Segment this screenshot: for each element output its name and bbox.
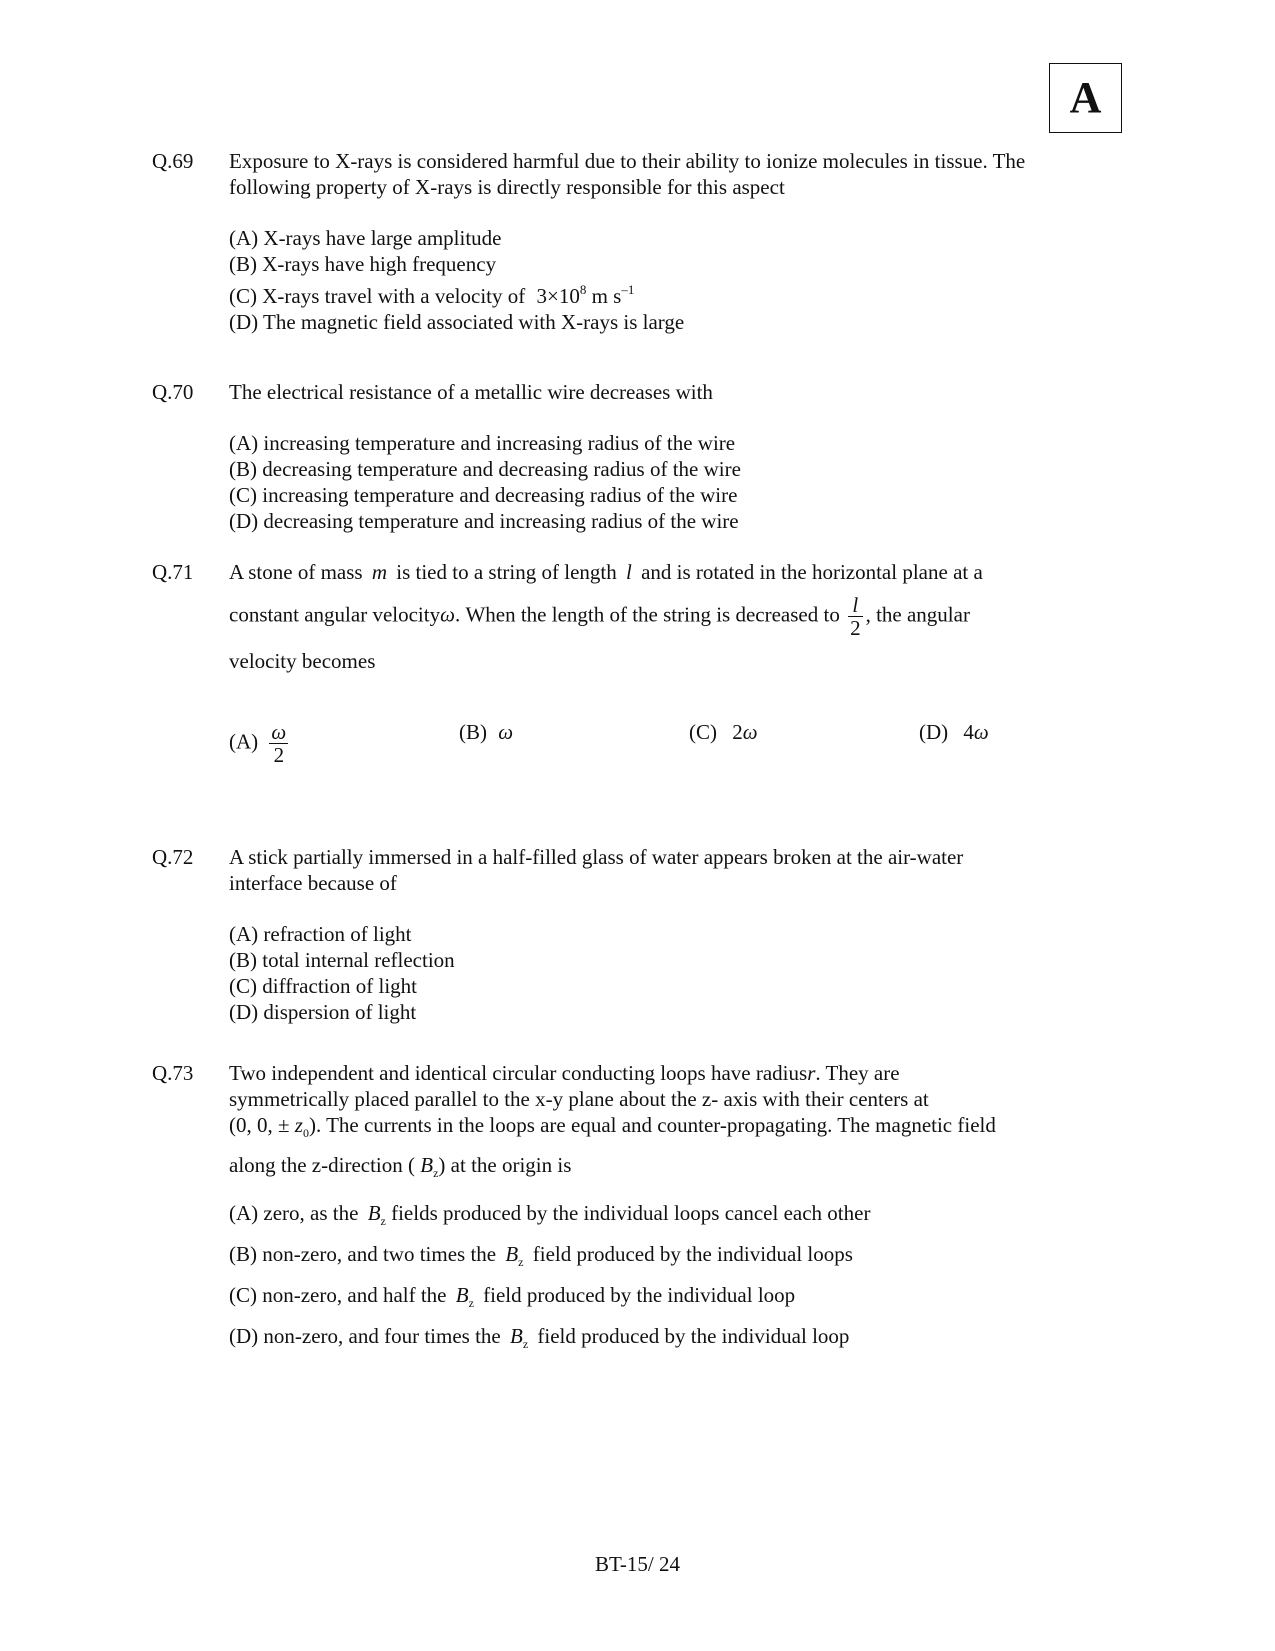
question-text	[229, 559, 1275, 674]
fraction-l-over-2: $\frac{l}{2}$	[850, 593, 861, 640]
option-b: (B) decreasing temperature and decreasing radius of the wire	[229, 457, 741, 481]
option-d: (D) non-zero, and four times the $B_z$ field produced by the individual loop	[229, 1324, 850, 1351]
question-line: symmetrically placed parallel to the x-y plane about the z- axis with their centers at	[229, 1087, 929, 1111]
option-c: (C) 2ω	[689, 720, 758, 744]
question-line: following property of X-rays is directly responsible for this aspect	[229, 175, 785, 199]
option-a: (A) increasing temperature and increasing radius of the wire	[229, 431, 736, 455]
option-a: (A) X-rays have large amplitude	[229, 226, 502, 250]
question-line: Two independent and identical circular conducting loops have radiusr. They are	[229, 1061, 900, 1085]
question-line: velocity becomes	[229, 649, 376, 673]
option-d: (D) The magnetic field associated with X-rays is large	[229, 310, 685, 334]
question-number: Q.73	[152, 1061, 194, 1085]
question-line: interface because of	[229, 871, 397, 895]
set-code-box	[1049, 63, 1122, 133]
question-number: Q.70	[152, 380, 194, 404]
page-footer	[0, 1551, 1275, 1577]
question-line: constant angular velocityω. When the length of the string is decreased to $\frac{l}{2}$ , the angular	[229, 593, 970, 640]
option-c: (C) diffraction of light	[229, 974, 417, 998]
option-c: (C) non-zero, and half the $B_z$ field produced by the individual loop	[229, 1283, 796, 1310]
question-text	[229, 844, 1275, 896]
question-line: along the z-direction ( $B_z$) at the origin is	[229, 1153, 572, 1180]
set-code: A	[1069, 73, 1102, 122]
option-d: (D) dispersion of light	[229, 1000, 417, 1024]
question-line: A stone of mass m is tied to a string of length l and is rotated in the horizontal plane at a	[229, 560, 983, 584]
options-list	[229, 430, 741, 534]
option-b: (B) total internal reflection	[229, 948, 455, 972]
options-row	[229, 719, 1229, 779]
option-c: (C) X-rays travel with a velocity of $3\times 10^8$ m $s^{-1}$	[229, 282, 635, 308]
option-a: (A) refraction of light	[229, 922, 412, 946]
options-list	[229, 921, 455, 1025]
question-number: Q.72	[152, 845, 194, 869]
question-line: A stick partially immersed in a half-filled glass of water appears broken at the air-water	[229, 845, 964, 869]
option-d: (D) 4ω	[919, 720, 989, 744]
option-a: (A) zero, as the $B_z$ fields produced by the individual loops cancel each other	[229, 1201, 871, 1228]
question-line: The electrical resistance of a metallic wire decreases with	[229, 380, 713, 404]
options-list	[229, 225, 684, 335]
options-list	[229, 1197, 870, 1361]
question-number: Q.69	[152, 149, 194, 173]
page-label: BT-15/ 24	[595, 1552, 680, 1576]
question-text	[229, 148, 1275, 200]
option-c: (C) increasing temperature and decreasing radius of the wire	[229, 483, 738, 507]
question-line: Exposure to X-rays is considered harmful due to their ability to ionize molecules in tissue. The	[229, 149, 1026, 173]
option-b: (B) non-zero, and two times the $B_z$ field produced by the individual loops	[229, 1242, 853, 1269]
question-text	[229, 1060, 1275, 1186]
question-line: (0, 0, ± $z_0$). The currents in the loops are equal and counter-propagating. The magnetic field	[229, 1113, 996, 1140]
question-number: Q.71	[152, 560, 194, 584]
option-a: (A) $\frac{\omega}{2}$	[229, 720, 287, 767]
option-b: (B) ω	[459, 720, 514, 744]
option-b: (B) X-rays have high frequency	[229, 252, 497, 276]
option-d: (D) decreasing temperature and increasing radius of the wire	[229, 509, 739, 533]
question-text	[229, 379, 1275, 405]
